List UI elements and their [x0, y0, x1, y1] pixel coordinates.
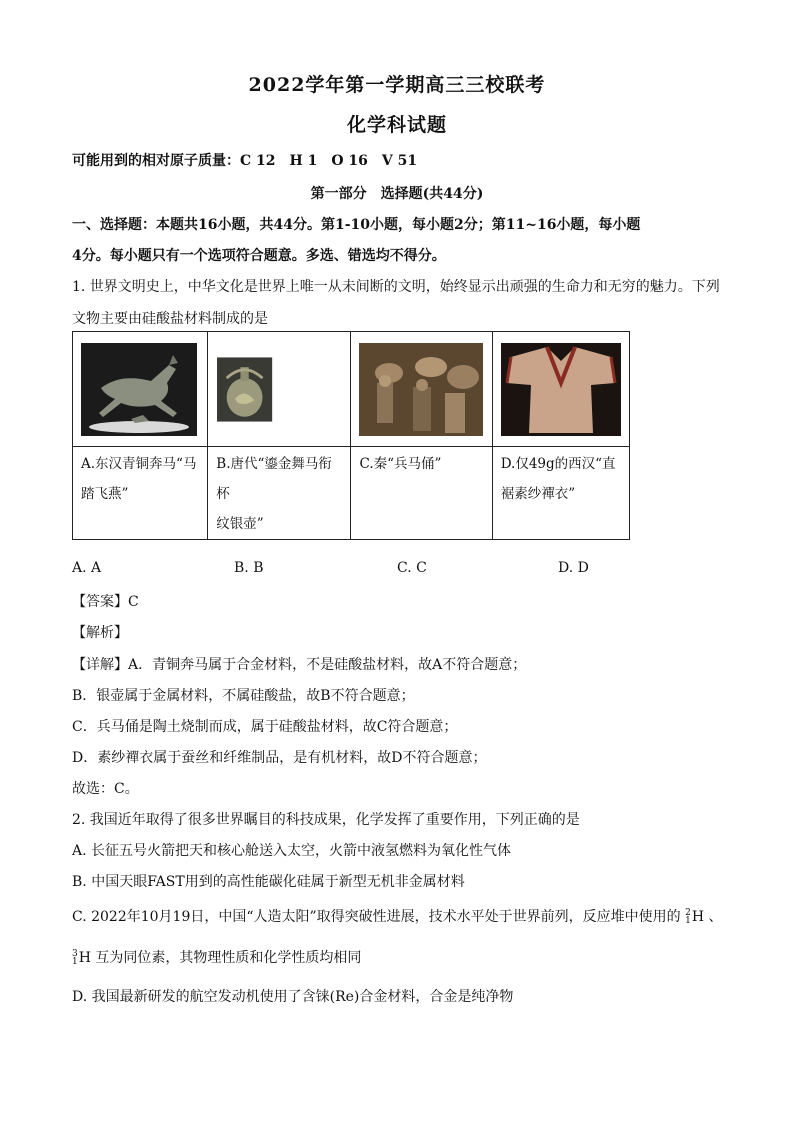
q2-option-d: D. 我国最新研发的航空发动机使用了含铼(Re)合金材料，合金是纯净物	[72, 989, 514, 1005]
q1-option-c: C. C	[397, 560, 427, 576]
artifact-a-caption	[73, 447, 208, 540]
part-title: 第一部分 选择题(共44分)	[310, 186, 484, 202]
caption-b-line-1: B.唐代“鎏金舞马衔杯	[216, 456, 332, 502]
q2-option-b: B. 中国天眼FAST用到的高性能碳化硅属于新型无机非金属材料	[72, 874, 465, 890]
q1-explanation-3: C．兵马俑是陶土烧制而成，属于硅酸盐材料，故C符合题意；	[72, 719, 458, 735]
q1-stem-line-2: 文物主要由硅酸盐材料制成的是	[72, 311, 268, 327]
q1-answer: 【答案】C	[72, 594, 139, 610]
q2-option-c-line-2	[72, 947, 361, 967]
q2-stem: 2. 我国近年取得了很多世界瞩目的科技成果，化学发挥了重要作用，下列正确的是	[72, 812, 580, 828]
nuclide2-mass: 3	[72, 949, 78, 959]
nuclide2-number: 1	[72, 957, 78, 967]
instruction-line-2: 4分。每小题只有一个选项符合题意。多选、错选均不得分。	[72, 248, 446, 264]
artifact-b-caption	[208, 447, 351, 540]
caption-a-line-1: A.东汉青铜奔马“马	[81, 456, 197, 472]
q1-option-d: D. D	[558, 560, 589, 576]
nuclide-deuterium	[685, 909, 691, 925]
nuclide-separator: 、	[708, 909, 723, 925]
q2-option-c-line-1	[72, 906, 723, 926]
artifact-c-caption	[351, 447, 492, 540]
q1-stem-line-1: 1. 世界文明史上，中华文化是世界上唯一从未间断的文明，始终显示出顽强的生命力和无穷的魅力。下列	[72, 279, 720, 295]
artifact-table	[72, 331, 630, 540]
caption-c-line-1: C.秦“兵马俑”	[359, 456, 442, 472]
artifact-c-image-cell	[351, 332, 492, 447]
instruction-line-1: 一、选择题：本题共16小题，共44分。第1-10小题，每小题2分；第11~16小题，每小题	[72, 217, 641, 233]
atomic-masses: 可能用到的相对原子质量：C 12 H 1 O 16 V 51	[72, 153, 418, 169]
caption-d-line-1: D.仅49g的西汉“直	[500, 456, 616, 472]
exam-title: 2022学年第一学期高三三校联考	[248, 74, 546, 96]
q1-explanation-1: 【详解】A．青铜奔马属于合金材料，不是硅酸盐材料，故A不符合题意；	[72, 657, 527, 673]
q1-option-a: A. A	[72, 560, 102, 576]
artifact-d-caption	[492, 447, 629, 540]
q1-explanation-2: B．银壶属于金属材料，不属硅酸盐，故B不符合题意；	[72, 688, 415, 704]
caption-a-line-2: 踏飞燕”	[81, 486, 129, 502]
nuclide-tritium	[72, 950, 78, 966]
q2-option-c-text: C. 2022年10月19日，中国“人造太阳”取得突破性进展，技术水平处于世界前列，反应堆中使用的	[72, 909, 681, 925]
q2-option-a: A. 长征五号火箭把天和核心舱送入太空，火箭中液氢燃料为氧化性气体	[72, 843, 512, 859]
artifact-d-image-cell	[492, 332, 629, 447]
q1-explanation-4: D．素纱襌衣属于蚕丝和纤维制品，是有机材料，故D不符合题意；	[72, 750, 487, 766]
silver-pot-image	[217, 343, 297, 436]
artifact-a-image-cell	[73, 332, 208, 447]
bronze-horse-image	[81, 343, 197, 436]
caption-d-line-2: 裾素纱襌衣”	[500, 486, 576, 502]
q1-option-b: B. B	[234, 560, 264, 576]
q1-explanation-5: 故选：C。	[72, 781, 139, 797]
q1-analysis-label: 【解析】	[72, 625, 128, 641]
caption-b-line-2: 纹银壶”	[216, 516, 264, 532]
artifact-b-image-cell	[208, 332, 351, 447]
nuclide1-symbol: H	[691, 909, 705, 925]
nuclide2-symbol: H	[78, 950, 91, 966]
nuclide1-mass: 2	[685, 908, 691, 918]
subject-title: 化学科试题	[346, 114, 447, 136]
silk-robe-image	[501, 343, 621, 436]
terracotta-warriors-image	[359, 343, 483, 436]
nuclide1-number: 1	[685, 916, 691, 926]
q2-option-c-text-2: 互为同位素，其物理性质和化学性质均相同	[95, 950, 362, 966]
